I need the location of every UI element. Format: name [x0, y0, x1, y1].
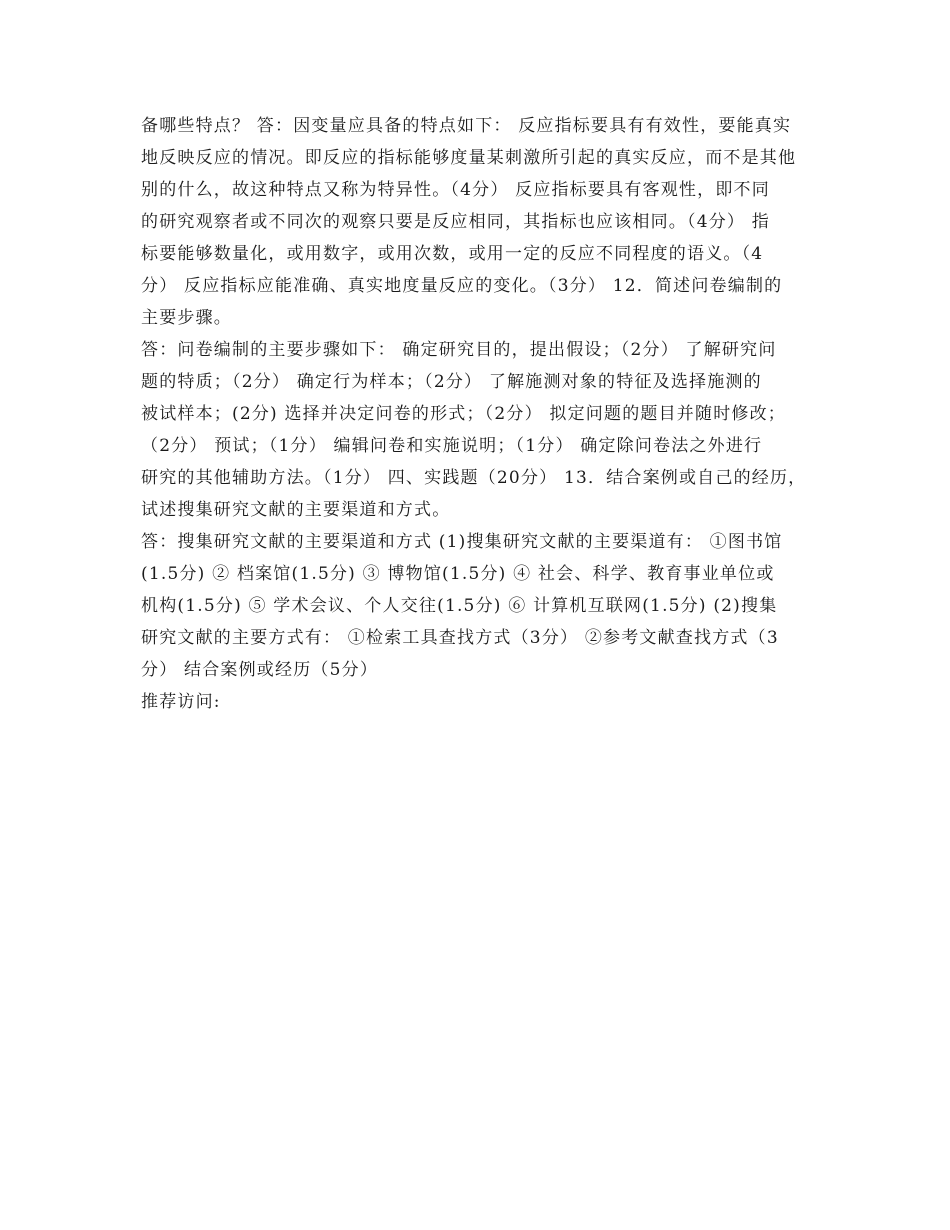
- text-line: 试述搜集研究文献的主要渠道和方式。: [141, 500, 451, 520]
- text-line: 地反映反应的情况。即反应的指标能够度量某刺激所引起的真实反应，而不是其他: [141, 148, 797, 168]
- text-line: 备哪些特点？ 答：因变量应具备的特点如下： 反应指标要具有有效性，要能真实: [141, 116, 792, 136]
- text-line: (1.5分) ② 档案馆(1.5分) ③ 博物馆(1.5分) ④ 社会、科学、教育事业单位或: [141, 564, 775, 584]
- text-line: 机构(1.5分) ⑤ 学术会议、个人交往(1.5分) ⑥ 计算机互联网(1.5分) (2)搜集: [141, 596, 778, 616]
- document-body: [141, 110, 831, 718]
- text-line: 答：搜集研究文献的主要渠道和方式 (1)搜集研究文献的主要渠道有： ①图书馆: [141, 532, 783, 552]
- text-line: （2分） 预试；（1分） 编辑问卷和实施说明；（1分） 确定除问卷法之外进行: [141, 436, 763, 456]
- text-line: 的研究观察者或不同次的观察只要是反应相同，其指标也应该相同。（4分） 指: [141, 212, 770, 232]
- text-line: 题的特质；（2分） 确定行为样本；（2分） 了解施测对象的特征及选择施测的: [141, 372, 762, 392]
- text-line: 分） 反应指标应能准确、真实地度量反应的变化。（3分） 12．简述问卷编制的: [141, 276, 783, 296]
- text-line: 分） 结合案例或经历（5分）: [141, 660, 379, 680]
- text-line: 别的什么，故这种特点又称为特异性。（4分） 反应指标要具有客观性，即不同: [141, 180, 770, 200]
- text-line: 答：问卷编制的主要步骤如下： 确定研究目的，提出假设；（2分） 了解研究问: [141, 340, 777, 360]
- text-line: 标要能够数量化，或用数字，或用次数，或用一定的反应不同程度的语义。（4: [141, 244, 764, 264]
- recommended-visit-label: 推荐访问:: [141, 692, 221, 712]
- text-line: 被试样本；(2分) 选择并决定问卷的形式；（2分） 拟定问题的题目并随时修改；: [141, 404, 787, 424]
- text-line: 主要步骤。: [141, 308, 232, 328]
- text-line: 研究文献的主要方式有： ①检索工具查找方式（3分） ②参考文献查找方式（3: [141, 628, 779, 648]
- text-line: 研究的其他辅助方法。（1分） 四、实践题（20分） 13．结合案例或自己的经历，: [141, 468, 807, 488]
